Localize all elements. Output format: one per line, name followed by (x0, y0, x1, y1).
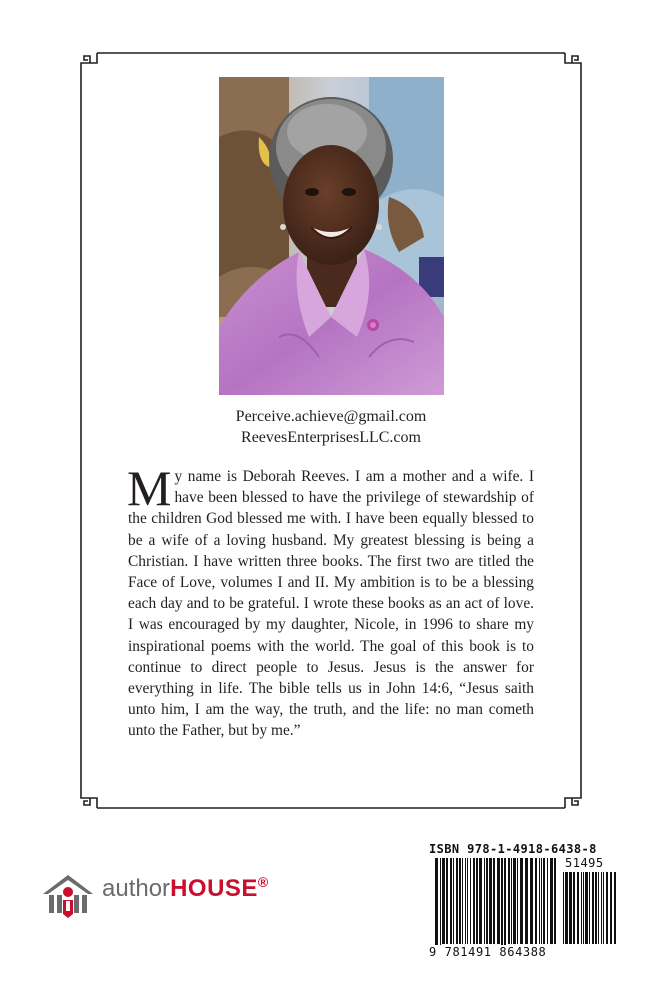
author-biography (127, 460, 534, 742)
barcode-bar (513, 858, 516, 944)
barcode-bar (508, 858, 510, 944)
barcode-bar (592, 872, 594, 944)
barcode-bar (453, 858, 454, 944)
barcode-bar (535, 858, 537, 944)
barcode-bar (595, 872, 597, 944)
barcode-bar (589, 872, 590, 944)
ean-bars (435, 858, 559, 952)
barcode-bar (603, 872, 604, 944)
price-code: 51495 (565, 856, 604, 870)
contact-info (0, 406, 662, 448)
barcode-bar (479, 858, 482, 944)
barcode-bar (493, 858, 495, 944)
biography-text: y name is Deborah Reeves. I am a mother and a wife. I have been blessed to have the privilege of stewardship of the children God blessed me with. I have been equally blessed to be a wife of a loving husband. My greatest blessing is being a Christian. I have written three books. The first two are titled the Face of Love, volumes I and II. My ambition is to be a blessing each day and to be grateful. I wrote these books as an act of love. I was encouraged by my daughter, Nicole, in 1996 to share my inspirational poems with the world. The goal of this book is to continue to direct people to Jesus. Jesus is the answer for everything in life. The bible tells us in John 14:6, “Jesus saith unto him, I am the way, the truth, and the life: no man cometh unto the Father, but by me.” (128, 468, 534, 740)
logo-author: author (102, 875, 171, 902)
barcode-bar (489, 858, 492, 944)
barcode-bar (539, 858, 540, 944)
barcode-number: 9 781491 864388 (429, 945, 549, 959)
barcode-bar (569, 872, 572, 944)
barcode-bar (456, 858, 458, 944)
barcode-bar (446, 858, 448, 944)
email-address[interactable]: Perceive.achieve@gmail.com (235, 408, 427, 425)
barcode-bar (530, 858, 533, 944)
barcode-bar (610, 872, 612, 944)
barcode-bar (440, 858, 441, 952)
barcode-bar (606, 872, 608, 944)
barcode-bar (467, 858, 468, 944)
barcode-bar (459, 858, 461, 944)
barcode-bar (583, 872, 584, 944)
barcode-bar (450, 858, 452, 944)
barcode-bar (547, 858, 548, 944)
barcode-bar (563, 872, 564, 944)
barcode-bar (601, 872, 602, 944)
barcode-bar (614, 872, 616, 944)
barcode-bar (435, 858, 438, 952)
barcode-bar (554, 858, 556, 944)
barcode-bar (520, 858, 523, 944)
barcode-bar (497, 858, 500, 944)
barcode-bar (465, 858, 466, 944)
barcode-bar (511, 858, 512, 944)
barcode-bar (541, 858, 542, 944)
barcode-bar (517, 858, 518, 944)
barcode-bar (504, 858, 506, 952)
barcode-bar (550, 858, 553, 944)
barcode-bar (473, 858, 475, 944)
barcode-bar (486, 858, 488, 944)
barcode-bar (476, 858, 478, 944)
barcode-bar (573, 872, 575, 944)
barcode-bar (598, 872, 599, 944)
isbn-barcode (429, 842, 619, 962)
barcode-bar (585, 872, 588, 944)
barcode-bar (543, 858, 545, 944)
barcode-bar (565, 872, 568, 944)
barcode-bar (525, 858, 528, 944)
author-photo (219, 77, 444, 395)
authorhouse-logo-icon (40, 872, 96, 920)
barcode-bar (470, 858, 471, 944)
barcode-bar (484, 858, 485, 944)
barcode-bar (501, 858, 503, 952)
website-url[interactable]: ReevesEnterprisesLLC.com (241, 429, 421, 446)
barcode-bar (462, 858, 463, 944)
barcode-bar (442, 858, 445, 944)
barcode-bar (581, 872, 582, 944)
logo-house: HOUSE (170, 875, 258, 902)
registered-mark: ® (257, 874, 269, 890)
barcode-bar (577, 872, 579, 944)
isbn-label: ISBN 978-1-4918-6438-8 (429, 842, 597, 856)
addon-bars (563, 872, 617, 952)
drop-cap: M (127, 460, 172, 516)
publisher-logo-text (102, 874, 268, 903)
